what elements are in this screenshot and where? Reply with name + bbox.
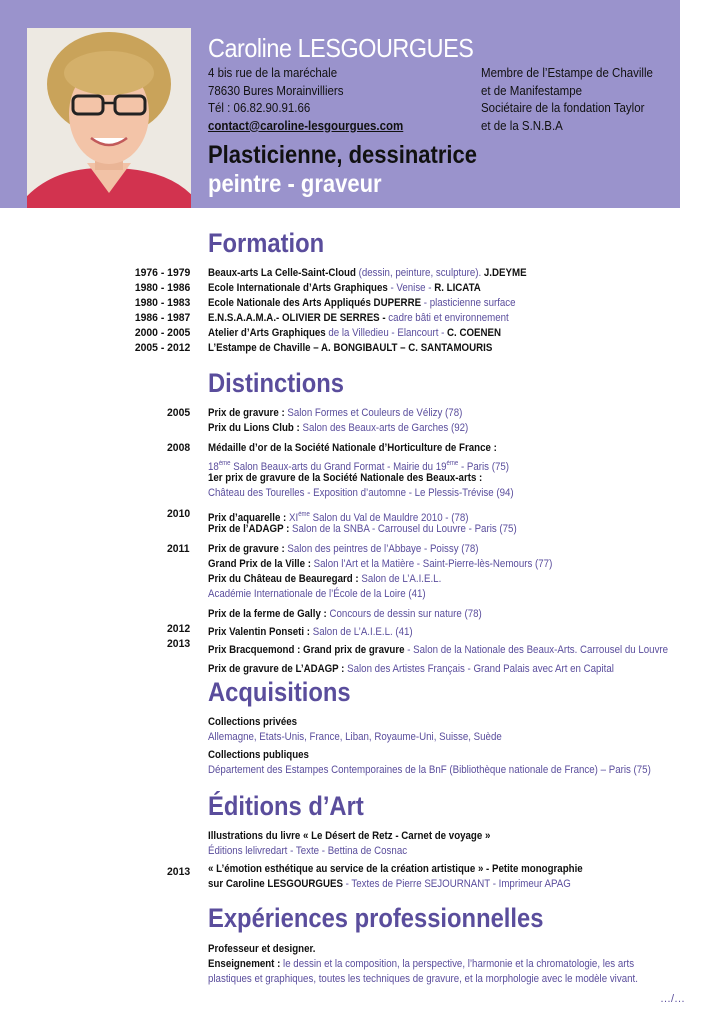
editions-heading: Éditions d’Art — [208, 791, 364, 821]
award-detail: Salon de la SNBA - Carrousel du Louvre - Paris (75) — [292, 523, 517, 535]
award-detail: Salon l’Art et la Matière - Saint-Pierre-lès-Nemours (77) — [313, 558, 553, 570]
address-line-1: 4 bis rue de la maréchale — [208, 66, 338, 80]
experience-heading: Expériences professionnelles — [208, 903, 544, 933]
distinction-row — [0, 542, 725, 557]
continued-marker: …/… — [659, 993, 685, 1005]
collection-label: Collections publiques — [208, 749, 309, 761]
collection-detail: Allemagne, Etats-Unis, France, Liban, Royaume-Uni, Suisse, Suède — [208, 731, 502, 743]
distinctions-heading: Distinctions — [208, 368, 344, 398]
role: Professeur et designer. — [208, 943, 316, 955]
award-name: Prix de gravure : — [208, 407, 288, 419]
formation-heading: Formation — [208, 228, 325, 258]
award-detail: Salon de L’A.I.E.L. — [361, 573, 442, 585]
distinction-row — [0, 587, 725, 602]
formation-row — [0, 341, 725, 356]
school-name: Ecole Nationale des Arts Appliqués DUPERRE — [208, 297, 422, 309]
award-detail: Académie Internationale de l’École de la Loire (41) — [208, 588, 426, 600]
formation-row — [0, 326, 725, 341]
distinction-row — [0, 406, 725, 421]
distinction-row — [0, 625, 725, 640]
award-name: Médaille d’or de la Société Nationale d’Horticulture de France : — [208, 442, 497, 454]
award-name: Prix du Château de Beauregard : — [208, 573, 362, 585]
distinction-year: 2013 — [166, 638, 190, 650]
membership-line: et de Manifestampe — [481, 83, 583, 98]
award-name: Prix du Lions Club : — [208, 422, 303, 434]
portrait-photo — [27, 28, 191, 208]
award-name: Prix Bracquemond : Grand prix de gravure — [208, 644, 405, 656]
award-detail: Concours de dessin sur nature (78) — [329, 608, 482, 620]
membership-line: Membre de l’Estampe de Chaville — [481, 66, 653, 80]
membership-line: Sociétaire de la fondation Taylor — [481, 101, 645, 115]
distinction-row — [0, 421, 725, 436]
teacher-name: C. COENEN — [447, 327, 502, 339]
distinction-year: 2008 — [166, 442, 190, 454]
award-detail: Salon des Beaux-arts de Garches (92) — [302, 422, 469, 434]
membership-line: et de la S.N.B.A — [481, 118, 563, 133]
superscript: ème — [218, 460, 231, 467]
award-detail: Salon des Artistes Français - Grand Palais avec Art en Capital — [347, 663, 614, 675]
distinction-row — [0, 486, 725, 501]
award-detail: - Salon de la Nationale des Beaux-Arts. Carrousel du Louvre — [404, 644, 669, 656]
distinction-row — [0, 662, 725, 677]
award-name: Grand Prix de la Ville : — [208, 558, 314, 570]
distinction-year: 2005 — [166, 407, 190, 419]
award-detail: XI — [289, 512, 299, 524]
award-detail: 18 — [208, 461, 219, 473]
award-name: Prix de gravure de L’ADAGP : — [208, 663, 348, 675]
distinction-row — [0, 572, 725, 587]
edition-row — [0, 829, 725, 844]
award-detail: - Paris (75) — [458, 461, 510, 473]
formation-row — [0, 266, 725, 281]
distinction-row — [0, 507, 725, 522]
distinction-row — [0, 471, 725, 486]
distinction-row — [0, 522, 725, 537]
edition-row — [0, 862, 725, 877]
experience-list — [0, 942, 725, 987]
formation-year: 2005 - 2012 — [134, 342, 190, 354]
formation-year: 2000 - 2005 — [134, 327, 190, 339]
award-name: Prix de la ferme de Gally : — [208, 608, 330, 620]
book-title: « L’émotion esthétique au service de la création artistique » - Petite monographie — [208, 863, 583, 875]
formation-year: 1976 - 1979 — [134, 267, 190, 279]
award-name: Prix Valentin Ponseti : — [208, 626, 313, 638]
superscript: ème — [298, 511, 310, 518]
acquisition-row — [0, 763, 725, 778]
formation-list — [0, 266, 725, 356]
award-detail: Château des Tourelles - Exposition d’automne - Le Plessis-Trévise (94) — [208, 487, 514, 499]
email-link[interactable]: contact@caroline-lesgourgues.com — [208, 118, 404, 133]
superscript: ème — [446, 460, 459, 467]
edition-row — [0, 877, 725, 892]
teaching-label: Enseignement : — [208, 958, 284, 970]
formation-year: 1980 - 1986 — [134, 282, 190, 294]
award-detail: Salon du Val de Mauldre 2010 - (78) — [309, 512, 469, 524]
award-detail: Salon des peintres de l’Abbaye - Poissy (78) — [287, 543, 479, 555]
award-detail: Salon de L’A.I.E.L. (41) — [312, 626, 413, 638]
formation-year: 1980 - 1983 — [134, 297, 190, 309]
distinction-row — [0, 607, 725, 622]
collection-label: Collections privées — [208, 716, 298, 728]
experience-row — [0, 957, 725, 972]
phone: Tél : 06.82.90.91.66 — [208, 101, 311, 115]
edition-row — [0, 844, 725, 859]
teacher-name: R. LICATA — [434, 282, 481, 294]
acquisitions-list — [0, 715, 725, 778]
book-detail: - Textes de Pierre SEJOURNANT - Imprimeur APAG — [342, 878, 571, 890]
acquisition-row — [0, 748, 725, 763]
contact-block — [208, 65, 403, 135]
school-detail: (dessin, peinture, sculpture). — [355, 267, 484, 279]
school-detail: - plasticienne surface — [421, 297, 516, 309]
teaching-detail: le dessin et la composition, la perspective, l’harmonie et la chromatologie, les arts — [283, 958, 635, 970]
book-title: sur Caroline LESGOURGUES — [208, 878, 343, 890]
editions-list — [0, 829, 725, 892]
award-name: Prix de gravure : — [208, 543, 288, 555]
teacher-name: J.DEYME — [483, 267, 527, 279]
book-title: Illustrations du livre « Le Désert de Retz - Carnet de voyage » — [208, 830, 491, 842]
school-name: Ecole Internationale d’Arts Graphiques — [208, 282, 388, 294]
formation-year: 1986 - 1987 — [134, 312, 190, 324]
award-name: Prix de l’ADAGP : — [208, 523, 293, 535]
school-name: E.N.S.A.A.M.A.- OLIVIER DE SERRES - — [208, 312, 389, 324]
experience-row — [0, 972, 725, 987]
distinction-year: 2010 — [166, 508, 190, 520]
person-name: Caroline LESGOURGUES — [208, 33, 474, 63]
profession-title-line-1: Plasticienne, dessinatrice — [208, 141, 478, 169]
school-name: Atelier d’Arts Graphiques — [208, 327, 326, 339]
memberships — [481, 65, 653, 135]
experience-row — [0, 942, 725, 957]
formation-row — [0, 296, 725, 311]
award-detail: Salon Beaux-arts du Grand Format - Mairie du 19 — [230, 461, 447, 473]
acquisition-row — [0, 715, 725, 730]
school-detail: cadre bâti et environnement — [388, 312, 509, 324]
school-name: Beaux-arts La Celle-Saint-Cloud — [208, 267, 356, 279]
distinction-row — [0, 557, 725, 572]
collection-detail: Département des Estampes Contemporaines de la BnF (Bibliothèque nationale de France) – Paris (75) — [208, 764, 651, 776]
distinctions-list — [0, 406, 725, 677]
acquisitions-heading: Acquisitions — [208, 677, 351, 707]
edition-year: 2013 — [166, 866, 190, 878]
formation-row — [0, 311, 725, 326]
school-name: L’Estampe de Chaville – A. BONGIBAULT – C. SANTAMOURIS — [208, 342, 493, 354]
award-detail: Salon Formes et Couleurs de Vélizy (78) — [287, 407, 463, 419]
distinction-year: 2011 — [167, 543, 190, 555]
distinction-year: 2012 — [166, 623, 190, 635]
distinction-row — [0, 456, 725, 471]
award-name: Prix d’aquarelle : — [208, 512, 290, 524]
school-detail: de la Villedieu - Elancourt - — [325, 327, 448, 339]
profession-title — [208, 141, 477, 199]
formation-row — [0, 281, 725, 296]
book-detail: Éditions lelivredart - Texte - Bettina de Cosnac — [208, 845, 408, 857]
distinction-row — [0, 638, 725, 658]
school-detail: - Venise - — [387, 282, 435, 294]
award-name: 1er prix de gravure de la Société Nationale des Beaux-arts : — [208, 472, 483, 484]
acquisition-row — [0, 730, 725, 745]
distinction-row — [0, 441, 725, 456]
profession-title-line-2: peintre - graveur — [208, 170, 382, 198]
teaching-detail: plastiques et graphiques, toutes les techniques de gravure, et la morphologie avec le modèle vivant. — [208, 973, 638, 985]
address-line-2: 78630 Bures Morainvilliers — [208, 83, 344, 98]
